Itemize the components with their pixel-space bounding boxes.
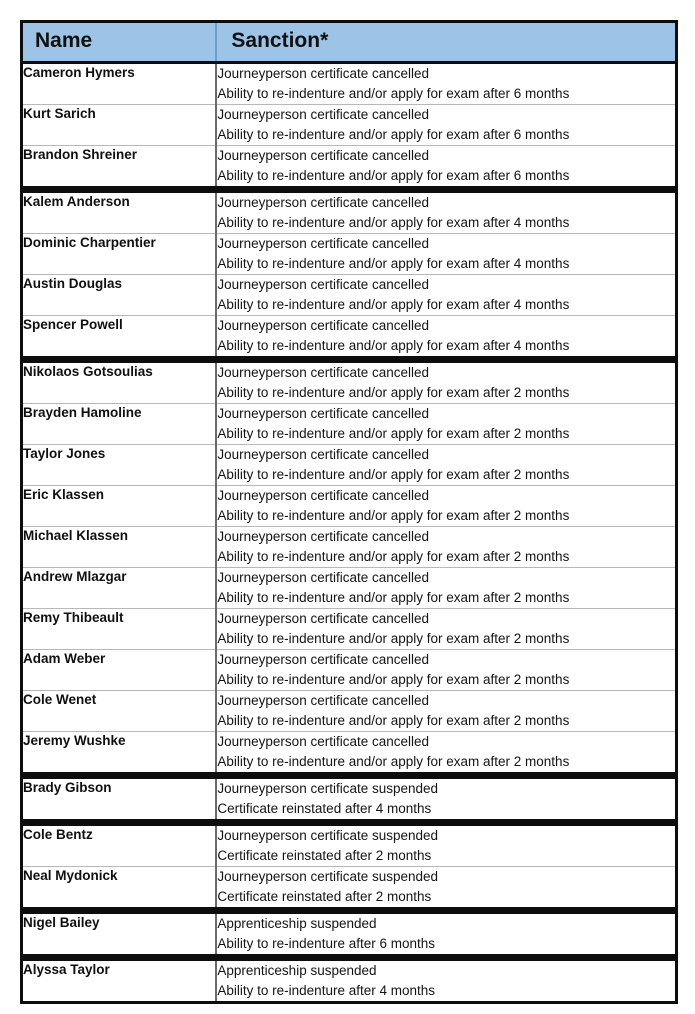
group-separator-bar [22,907,677,914]
cell-sanction [216,914,676,954]
sanction-line: Ability to re-indenture and/or apply for exam after 2 months [217,385,570,400]
sanction-line: Certificate reinstated after 2 months [217,848,432,863]
sanction-line: Journeyperson certificate cancelled [217,693,430,708]
table-row [22,146,677,187]
cell-name: Dominic Charpentier [22,234,217,275]
sanction-line: Journeyperson certificate cancelled [217,447,430,462]
cell-name: Spencer Powell [22,316,217,357]
cell-sanction [216,609,676,650]
table-row [22,316,677,357]
sanction-line: Ability to re-indenture and/or apply for exam after 2 months [217,426,570,441]
cell-name: Cole Bentz [22,826,217,867]
cell-sanction [216,146,676,187]
cell-name: Remy Thibeault [22,609,217,650]
sanction-line: Ability to re-indenture after 4 months [217,983,435,998]
sanction-line: Ability to re-indenture and/or apply for exam after 2 months [217,631,570,646]
cell-name: Brady Gibson [22,779,217,819]
cell-sanction [216,363,676,404]
sanction-line: Ability to re-indenture and/or apply for exam after 2 months [217,549,570,564]
table-row [22,609,677,650]
cell-sanction [216,650,676,691]
table-row [22,527,677,568]
cell-name: Taylor Jones [22,445,217,486]
group-separator [22,819,677,826]
cell-sanction [216,316,676,357]
table-header [22,22,677,63]
sanction-line: Journeyperson certificate cancelled [217,66,430,81]
cell-name: Nigel Bailey [22,914,217,954]
group-separator-bar [22,819,677,826]
sanction-line: Certificate reinstated after 2 months [217,889,432,904]
sanction-line: Journeyperson certificate cancelled [217,570,430,585]
sanction-line: Ability to re-indenture and/or apply for exam after 4 months [217,215,570,230]
cell-sanction [216,826,676,867]
cell-sanction [216,63,676,105]
group-separator-bar [22,356,677,363]
sanction-line: Ability to re-indenture and/or apply for exam after 6 months [217,86,570,101]
header-row [22,22,677,63]
cell-name: Michael Klassen [22,527,217,568]
table-row [22,63,677,105]
cell-name: Kurt Sarich [22,105,217,146]
cell-sanction [216,404,676,445]
group-separator [22,907,677,914]
table-row [22,961,677,1003]
cell-sanction [216,486,676,527]
cell-name: Nikolaos Gotsoulias [22,363,217,404]
table-row [22,732,677,773]
group-separator [22,772,677,779]
cell-name: Austin Douglas [22,275,217,316]
group-separator [22,954,677,961]
cell-name: Neal Mydonick [22,867,217,908]
sanction-line: Ability to re-indenture and/or apply for exam after 2 months [217,713,570,728]
sanction-line: Journeyperson certificate cancelled [217,107,430,122]
cell-sanction [216,275,676,316]
table-row [22,568,677,609]
sanction-line: Certificate reinstated after 4 months [217,801,432,816]
group-separator [22,186,677,193]
cell-name: Jeremy Wushke [22,732,217,773]
cell-sanction [216,568,676,609]
sanction-line: Ability to re-indenture and/or apply for exam after 6 months [217,127,570,142]
cell-name: Brayden Hamoline [22,404,217,445]
cell-sanction [216,867,676,908]
group-separator-bar [22,186,677,193]
table-row [22,867,677,908]
group-separator-bar [22,772,677,779]
table-row [22,486,677,527]
column-header-sanction: Sanction* [216,22,676,63]
table-row [22,404,677,445]
sanction-line: Journeyperson certificate cancelled [217,652,430,667]
sanction-line: Journeyperson certificate cancelled [217,148,430,163]
sanction-line: Journeyperson certificate suspended [217,828,439,843]
group-separator [22,356,677,363]
cell-name: Brandon Shreiner [22,146,217,187]
sanction-line: Journeyperson certificate cancelled [217,529,430,544]
sanction-line: Ability to re-indenture after 6 months [217,936,435,951]
table-row [22,779,677,819]
table-row [22,826,677,867]
table-row [22,650,677,691]
sanction-line: Ability to re-indenture and/or apply for exam after 2 months [217,590,570,605]
sanction-line: Journeyperson certificate cancelled [217,734,430,749]
table-row [22,914,677,954]
sanction-line: Journeyperson certificate cancelled [217,277,430,292]
cell-sanction [216,779,676,819]
cell-sanction [216,105,676,146]
cell-name: Alyssa Taylor [22,961,217,1003]
sanction-line: Ability to re-indenture and/or apply for exam after 2 months [217,467,570,482]
sanction-line: Apprenticeship suspended [217,916,377,931]
cell-name: Adam Weber [22,650,217,691]
cell-sanction [216,234,676,275]
cell-sanction [216,961,676,1003]
table-row [22,105,677,146]
cell-name: Cameron Hymers [22,63,217,105]
sanction-line: Journeyperson certificate cancelled [217,236,430,251]
sanction-line: Ability to re-indenture and/or apply for exam after 4 months [217,256,570,271]
sanction-line: Journeyperson certificate suspended [217,869,439,884]
column-header-name: Name [22,22,217,63]
sanction-line: Journeyperson certificate cancelled [217,318,430,333]
cell-sanction [216,193,676,234]
sanction-line: Journeyperson certificate cancelled [217,488,430,503]
table-row [22,275,677,316]
sanction-line: Journeyperson certificate cancelled [217,406,430,421]
sanction-line: Ability to re-indenture and/or apply for exam after 2 months [217,672,570,687]
cell-name: Kalem Anderson [22,193,217,234]
table-row [22,234,677,275]
sanction-line: Journeyperson certificate cancelled [217,611,430,626]
table-row [22,193,677,234]
table-row [22,691,677,732]
sanctions-table [20,20,678,1004]
table-row [22,445,677,486]
sanction-line: Ability to re-indenture and/or apply for exam after 4 months [217,338,570,353]
table-row [22,363,677,404]
sanction-line: Apprenticeship suspended [217,963,377,978]
table-body [22,63,677,1003]
cell-sanction [216,691,676,732]
sanction-line: Ability to re-indenture and/or apply for exam after 2 months [217,754,570,769]
cell-sanction [216,445,676,486]
cell-name: Andrew Mlazgar [22,568,217,609]
sanction-line: Journeyperson certificate suspended [217,781,439,796]
cell-sanction [216,527,676,568]
sanction-line: Journeyperson certificate cancelled [217,365,430,380]
sanction-line: Journeyperson certificate cancelled [217,195,430,210]
sanction-line: Ability to re-indenture and/or apply for exam after 4 months [217,297,570,312]
sanction-line: Ability to re-indenture and/or apply for exam after 6 months [217,168,570,183]
sanction-line: Ability to re-indenture and/or apply for exam after 2 months [217,508,570,523]
cell-sanction [216,732,676,773]
cell-name: Eric Klassen [22,486,217,527]
cell-name: Cole Wenet [22,691,217,732]
group-separator-bar [22,954,677,961]
